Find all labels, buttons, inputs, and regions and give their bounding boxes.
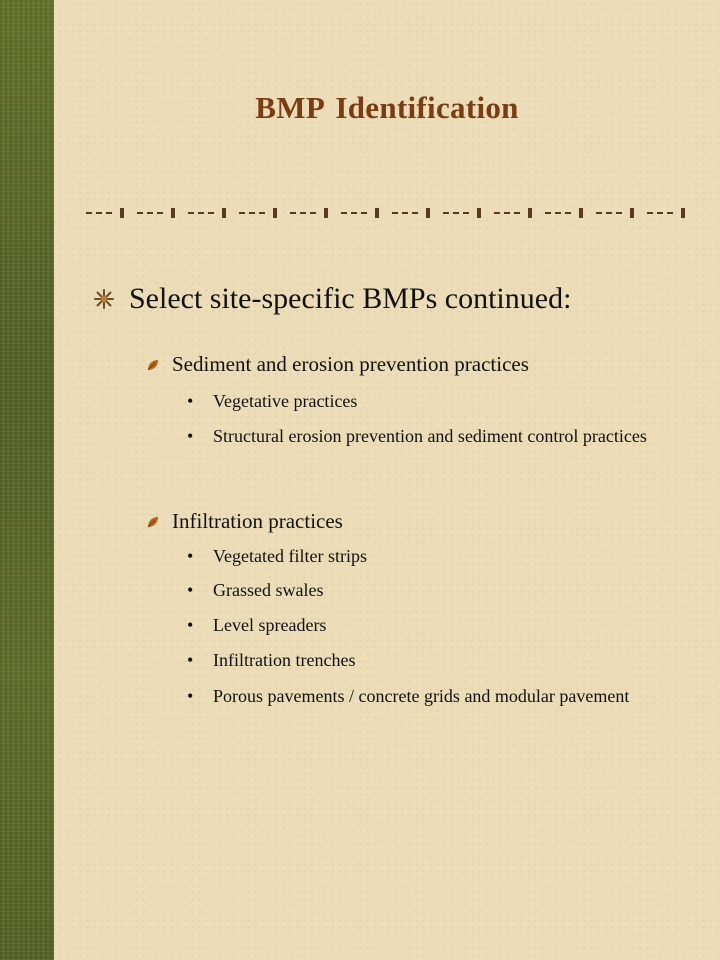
- list-item: [187, 577, 692, 604]
- main-bullet: [93, 282, 571, 316]
- list-item-text: Structural erosion prevention and sediment control practices: [213, 426, 647, 446]
- decorative-side-strip: [0, 0, 54, 960]
- list-item-text: Infiltration trenches: [213, 650, 356, 670]
- divider-ornament: [426, 208, 430, 218]
- dashed-ornament-divider: [82, 203, 694, 223]
- list-item: [187, 543, 692, 570]
- list-item-text: Grassed swales: [213, 580, 324, 600]
- bullet-dot: •: [187, 615, 194, 635]
- bullet-dot: •: [187, 580, 194, 600]
- section-heading-text: Infiltration practices: [172, 509, 343, 533]
- divider-ornament: [324, 208, 328, 218]
- list-item: [187, 423, 692, 450]
- list-item-text: Vegetative practices: [213, 391, 358, 411]
- bullet-dot: •: [187, 686, 194, 706]
- section-heading-text: Sediment and erosion prevention practices: [172, 352, 529, 376]
- ornate-star-bullet-icon: [93, 288, 115, 310]
- divider-ornament: [528, 208, 532, 218]
- divider-ornament: [477, 208, 481, 218]
- bullet-dot: •: [187, 650, 194, 670]
- divider-ornament: [579, 208, 583, 218]
- divider-ornament: [375, 208, 379, 218]
- leaf-bullet-icon: [146, 515, 160, 529]
- list-item: [187, 388, 692, 415]
- divider-ornament: [681, 208, 685, 218]
- bullet-dot: •: [187, 546, 194, 566]
- list-item-text: Vegetated filter strips: [213, 546, 367, 566]
- list-item-text: Level spreaders: [213, 615, 327, 635]
- bullet-dot: •: [187, 426, 194, 446]
- leaf-bullet-icon: [146, 358, 160, 372]
- section-heading-infiltration: [146, 509, 343, 534]
- slide-title: BMP Identification: [255, 90, 519, 125]
- section-heading-sediment: [146, 352, 529, 377]
- divider-ornament: [630, 208, 634, 218]
- divider-ornament: [273, 208, 277, 218]
- list-item: [187, 647, 692, 674]
- main-bullet-text: Select site-specific BMPs continued:: [129, 282, 572, 315]
- divider-ornament: [222, 208, 226, 218]
- divider-ornament: [171, 208, 175, 218]
- divider-ornament: [120, 208, 124, 218]
- bullet-dot: •: [187, 391, 194, 411]
- list-item: [187, 683, 692, 710]
- list-item: [187, 612, 692, 639]
- list-item-text: Porous pavements / concrete grids and modular pavement: [213, 686, 630, 706]
